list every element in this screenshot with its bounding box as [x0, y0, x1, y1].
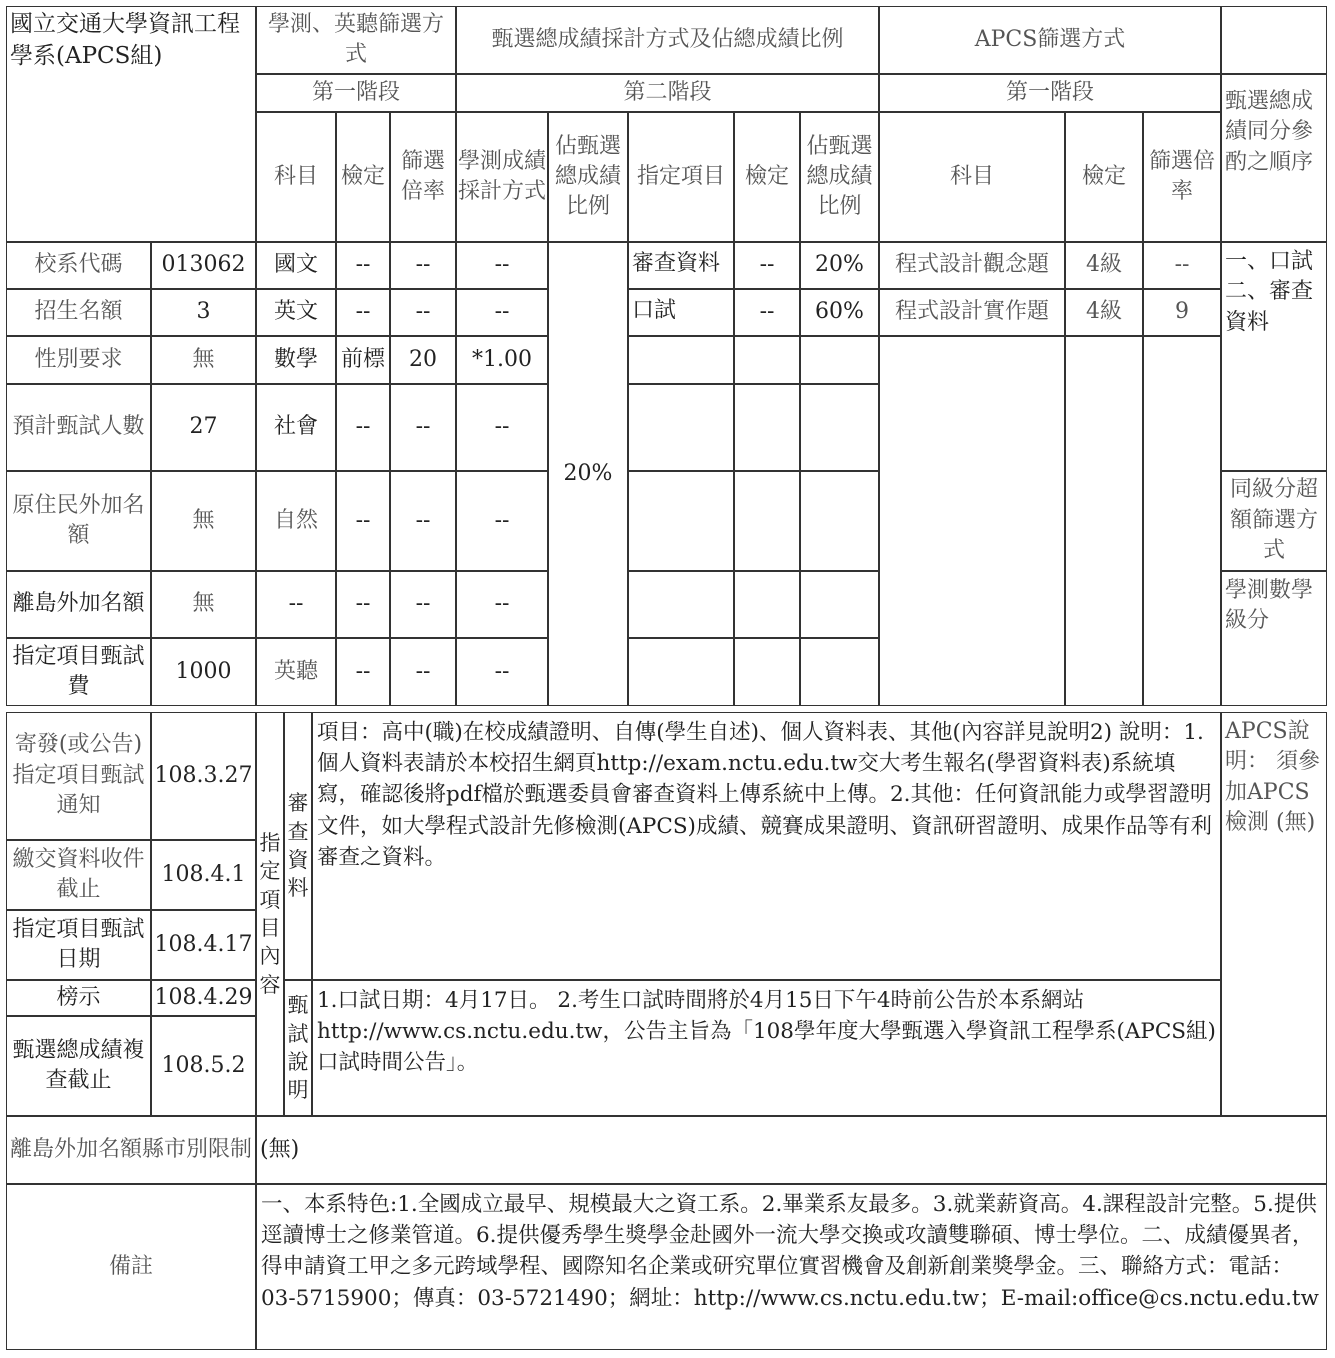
- subject-check: --: [336, 471, 390, 571]
- col-check: 檢定: [336, 112, 390, 242]
- stage1-label: 第一階段: [256, 74, 456, 112]
- item-empty: [800, 571, 879, 638]
- item-empty: [734, 638, 800, 706]
- item-ratio: 60%: [800, 289, 879, 336]
- item-empty: [628, 471, 734, 571]
- subject-check: --: [336, 571, 390, 638]
- item-empty: [628, 336, 734, 384]
- subject-check: 前標: [336, 336, 390, 384]
- apcs-screen-header: APCS篩選方式: [879, 6, 1221, 74]
- subject-mult: --: [390, 289, 456, 336]
- info-label: 指定項目甄試費: [6, 638, 151, 706]
- subject-method: --: [456, 242, 548, 289]
- date-value: 108.3.27: [151, 712, 256, 840]
- item-empty: [800, 336, 879, 384]
- island-value: (無): [256, 1116, 1327, 1184]
- info-value: 無: [151, 471, 256, 571]
- subject-check: --: [336, 289, 390, 336]
- subject-name: 國文: [256, 242, 336, 289]
- item-empty: [734, 571, 800, 638]
- col-subject: 科目: [256, 112, 336, 242]
- subject-mult: --: [390, 242, 456, 289]
- subject-method: --: [456, 289, 548, 336]
- subject-mult: 20: [390, 336, 456, 384]
- info-value: 無: [151, 336, 256, 384]
- info-value: 1000: [151, 638, 256, 706]
- col-multiplier: 篩選倍率: [390, 112, 456, 242]
- item-empty: [800, 471, 879, 571]
- dept-title: 國立交通大學資訊工程學系(APCS組): [6, 6, 256, 242]
- apcs-check: 4級: [1065, 242, 1143, 289]
- tiebreak-order: 一、口試 二、審查資料: [1221, 242, 1327, 471]
- item-empty: [734, 471, 800, 571]
- info-label: 招生名額: [6, 289, 151, 336]
- info-label: 原住民外加名額: [6, 471, 151, 571]
- item-empty: [800, 384, 879, 471]
- item-empty: [800, 638, 879, 706]
- date-value: 108.4.29: [151, 980, 256, 1016]
- header-blank: [1221, 6, 1327, 74]
- apcs-empty: [1065, 336, 1143, 706]
- subject-name: --: [256, 571, 336, 638]
- col-tiebreak: 甄選總成績同分參酌之順序: [1221, 74, 1327, 242]
- subject-name: 英聽: [256, 638, 336, 706]
- col-item: 指定項目: [628, 112, 734, 242]
- info-value: 27: [151, 384, 256, 471]
- date-label: 繳交資料收件截止: [6, 840, 151, 910]
- apcs-mult: 9: [1143, 289, 1221, 336]
- apcs-check: 4級: [1065, 289, 1143, 336]
- subject-method: --: [456, 384, 548, 471]
- overflow-value: 學測數學級分: [1221, 571, 1327, 706]
- subject-check: --: [336, 638, 390, 706]
- admission-table: [6, 6, 1327, 1350]
- subject-name: 數學: [256, 336, 336, 384]
- item-empty: [734, 384, 800, 471]
- col-apcs-multiplier: 篩選倍率: [1143, 112, 1221, 242]
- stage2-label: 第二階段: [456, 74, 879, 112]
- info-label: 離島外加名額: [6, 571, 151, 638]
- item-empty: [628, 638, 734, 706]
- col-apcs-check: 檢定: [1065, 112, 1143, 242]
- date-label: 榜示: [6, 980, 151, 1016]
- col-apcs-subject: 科目: [879, 112, 1065, 242]
- island-label: 離島外加名額縣市別限制: [6, 1116, 256, 1184]
- test-ratio-value: 20%: [548, 242, 628, 706]
- subject-mult: --: [390, 384, 456, 471]
- apcs-stage1-label: 第一階段: [879, 74, 1221, 112]
- overflow-label: 同級分超額篩選方式: [1221, 471, 1327, 571]
- subject-mult: --: [390, 571, 456, 638]
- item-check: --: [734, 242, 800, 289]
- date-label: 指定項目甄試日期: [6, 910, 151, 980]
- apcs-empty: [879, 336, 1065, 706]
- subject-name: 自然: [256, 471, 336, 571]
- col-item-ratio: 佔甄選總成績比例: [800, 112, 879, 242]
- item-empty: [628, 384, 734, 471]
- date-label: 寄發(或公告)指定項目甄試通知: [6, 712, 151, 840]
- exam-label: 甄試說明: [284, 980, 312, 1116]
- col-test-ratio: 佔甄選總成績比例: [548, 112, 628, 242]
- apcs-subject: 程式設計觀念題: [879, 242, 1065, 289]
- remark-label: 備註: [6, 1184, 256, 1350]
- date-value: 108.4.17: [151, 910, 256, 980]
- col-item-check: 檢定: [734, 112, 800, 242]
- info-value: 013062: [151, 242, 256, 289]
- apcs-note: APCS說明： 須參加APCS檢測 (無): [1221, 712, 1327, 1116]
- date-label: 甄選總成績複查截止: [6, 1016, 151, 1116]
- subject-method: --: [456, 638, 548, 706]
- item-empty: [628, 571, 734, 638]
- subject-method: *1.00: [456, 336, 548, 384]
- item-ratio: 20%: [800, 242, 879, 289]
- info-label: 性別要求: [6, 336, 151, 384]
- exam-text: 1.口試日期：4月17日。 2.考生口試時間將於4月15日下午4時前公告於本系網站http://www.cs.nctu.edu.tw，公告主旨為「108學年度大學甄選入學資訊工程學系(APCS組)口試時間公告」。: [312, 980, 1221, 1116]
- subject-check: --: [336, 242, 390, 289]
- test-screen-header: 學測、英聽篩選方式: [256, 6, 456, 74]
- remark-text: 一、本系特色:1.全國成立最早、規模最大之資工系。2.畢業系友最多。3.就業薪資高。4.課程設計完整。5.提供逕讀博士之修業管道。6.提供優秀學生獎學金赴國外一流大學交換或攻讀雙聯碩、博士學位。二、成績優異者，得申請資工甲之多元跨域學程、國際知名企業或研究單位實習機會及創新創業獎學金。三、聯絡方式：電話：03-5715900；傳真：03-5721490；網址：http://www.cs.nctu.edu.tw；E-mail:office@cs.nctu.edu.tw: [256, 1184, 1327, 1350]
- review-label: 審查資料: [284, 712, 312, 980]
- info-label: 預計甄試人數: [6, 384, 151, 471]
- review-text: 項目：高中(職)在校成績證明、自傳(學生自述)、個人資料表、其他(內容詳見說明2) 說明：1.個人資料表請於本校招生網頁http://exam.nctu.edu.tw交大考生報名(學習資料表)系統填寫，確認後將pdf檔於甄選委員會審查資料上傳系統中上傳。2.其他：任何資訊能力或學習證明文件，如大學程式設計先修檢測(APCS)成績、競賽成果證明、資訊研習證明、成果作品等有利審查之資料。: [312, 712, 1221, 980]
- subject-mult: --: [390, 471, 456, 571]
- date-value: 108.4.1: [151, 840, 256, 910]
- subject-name: 英文: [256, 289, 336, 336]
- content-label: 指定項目內容: [256, 712, 284, 1116]
- item-empty: [734, 336, 800, 384]
- col-test-method: 學測成績採計方式: [456, 112, 548, 242]
- score-method-header: 甄選總成績採計方式及佔總成績比例: [456, 6, 879, 74]
- info-label: 校系代碼: [6, 242, 151, 289]
- item-name: 審查資料: [628, 242, 734, 289]
- info-value: 3: [151, 289, 256, 336]
- apcs-mult: --: [1143, 242, 1221, 289]
- item-name: 口試: [628, 289, 734, 336]
- subject-check: --: [336, 384, 390, 471]
- apcs-subject: 程式設計實作題: [879, 289, 1065, 336]
- info-value: 無: [151, 571, 256, 638]
- date-value: 108.5.2: [151, 1016, 256, 1116]
- subject-mult: --: [390, 638, 456, 706]
- apcs-empty: [1143, 336, 1221, 706]
- item-check: --: [734, 289, 800, 336]
- subject-method: --: [456, 571, 548, 638]
- subject-method: --: [456, 471, 548, 571]
- subject-name: 社會: [256, 384, 336, 471]
